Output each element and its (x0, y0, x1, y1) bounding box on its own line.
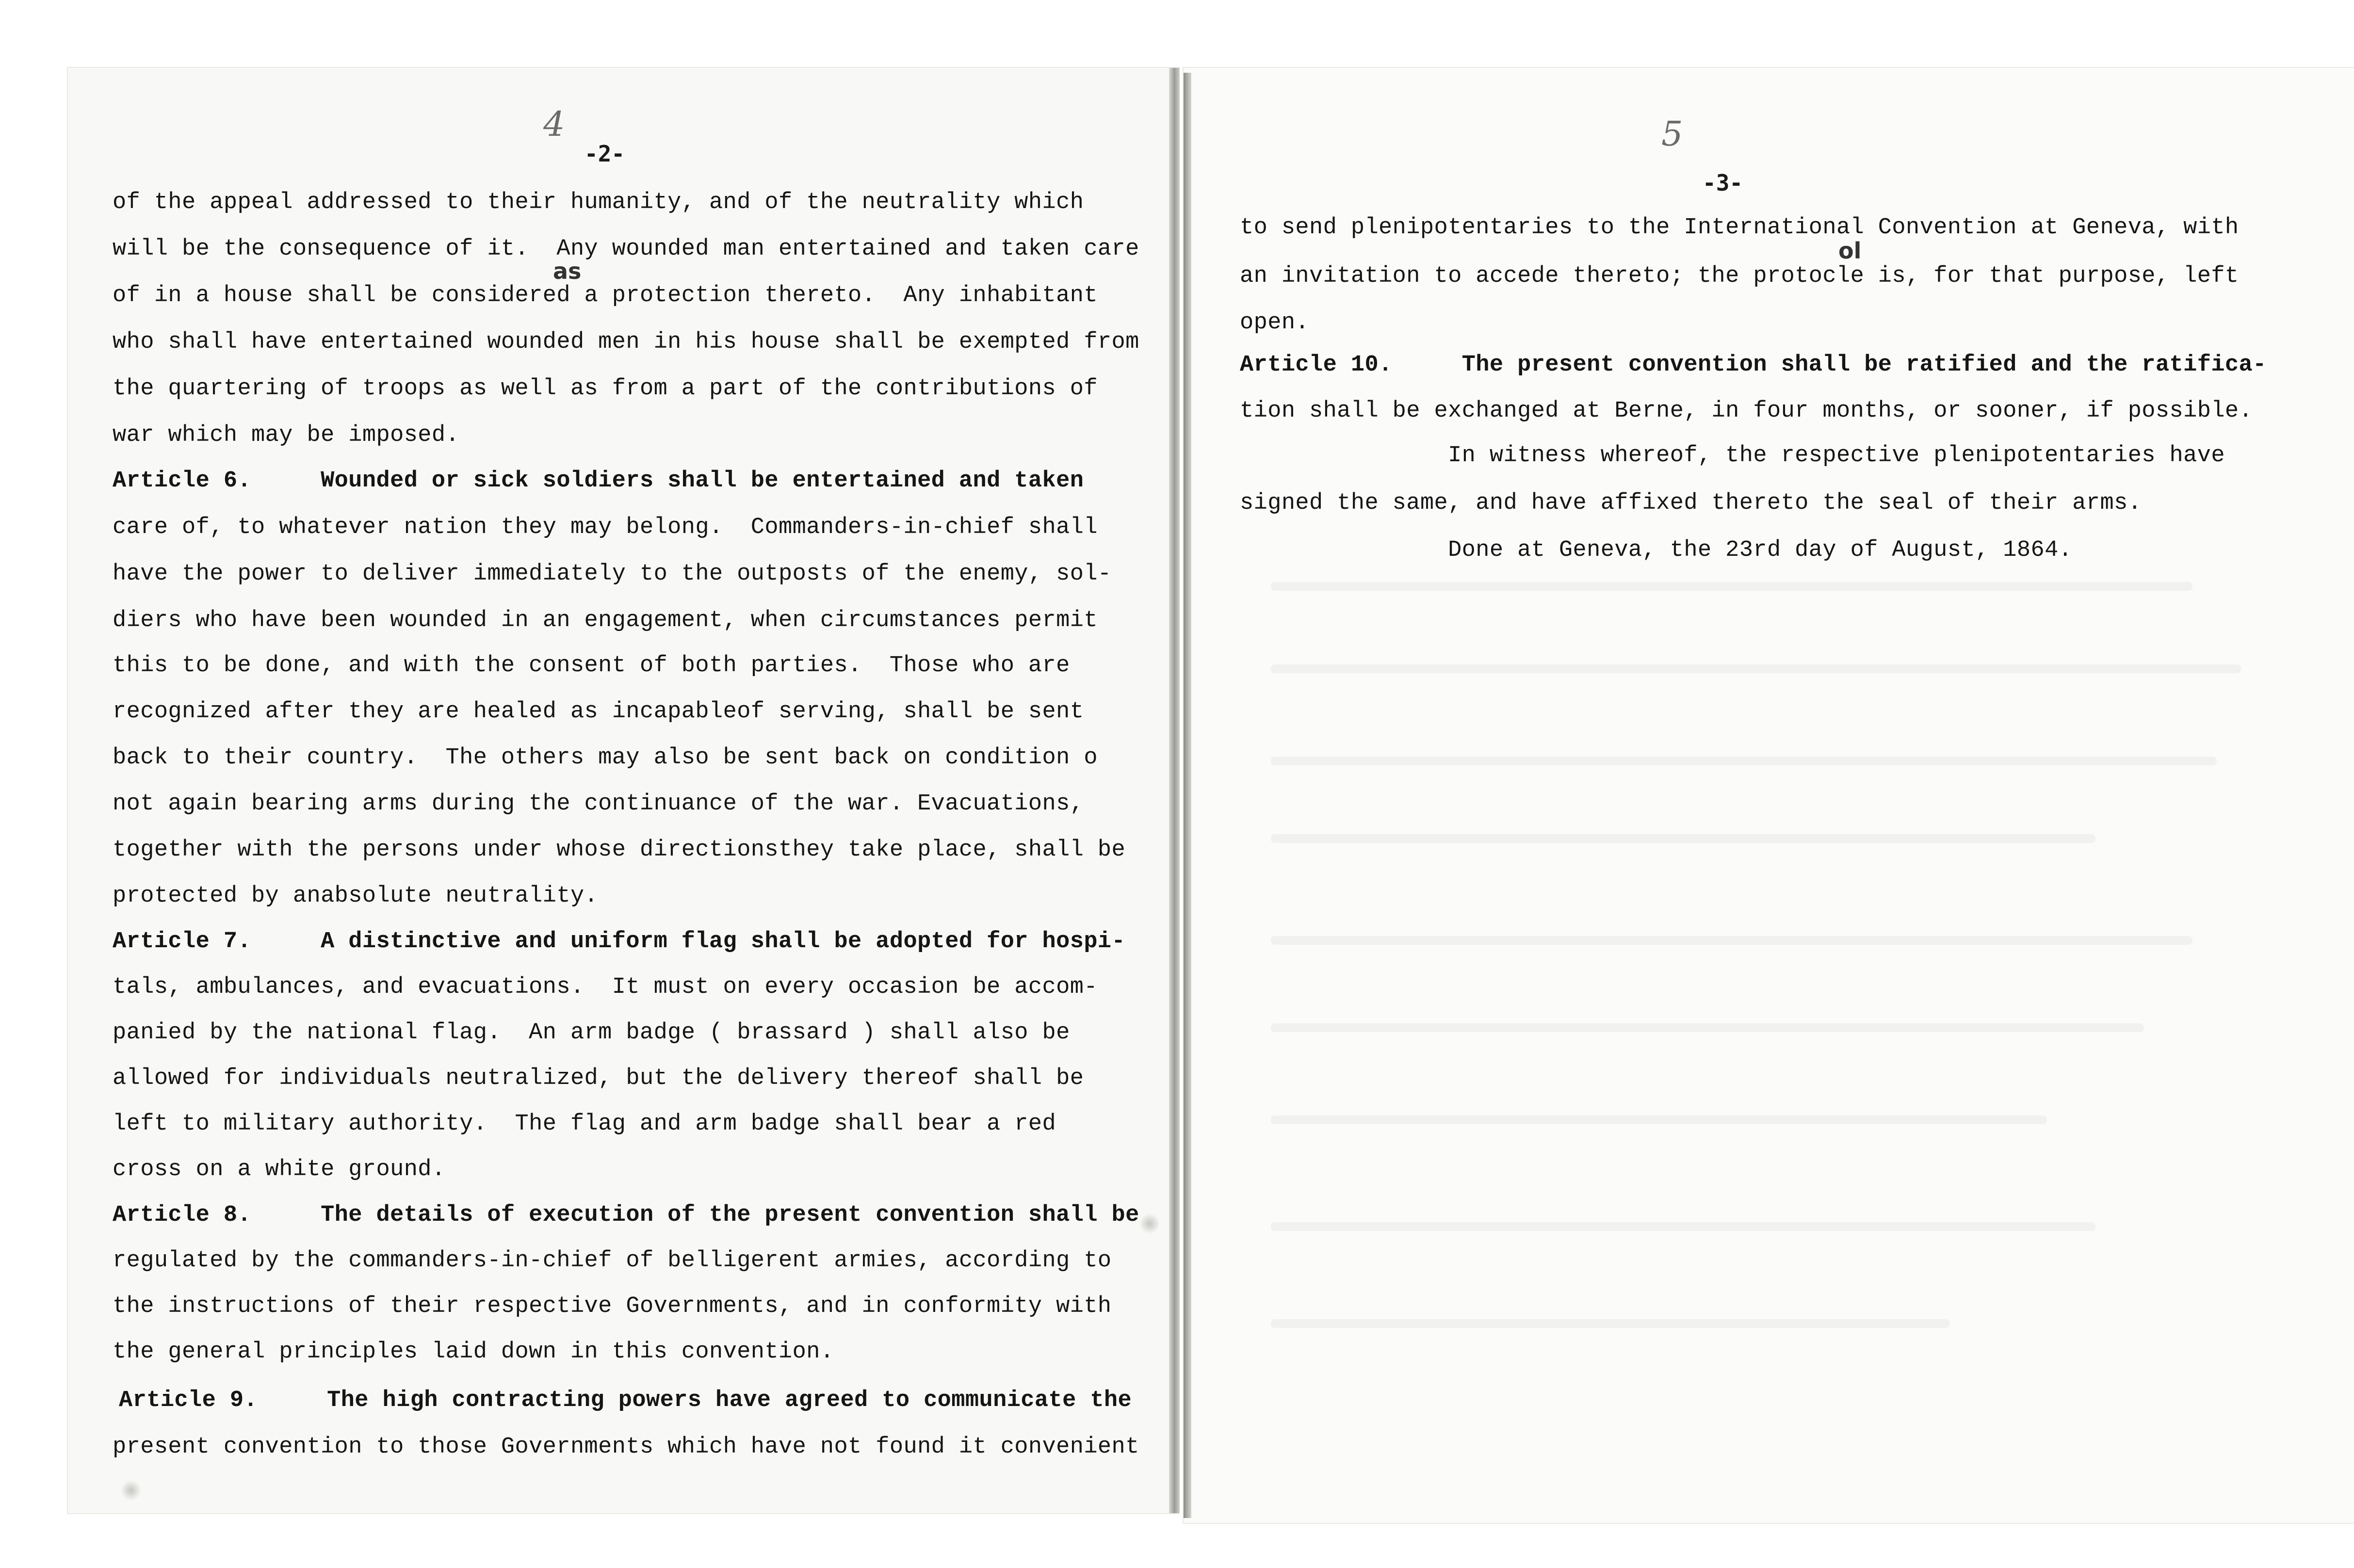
page-number: -2- (584, 141, 625, 167)
text-line: this to be done, and with the consent of both parties. Those who are (113, 653, 1070, 679)
bleed-through (1271, 664, 2241, 673)
left-page-edge (1169, 68, 1180, 1513)
bleed-through (1271, 757, 2217, 765)
text-line: protected by anabsolute neutrality. (113, 883, 599, 909)
text-line: not again bearing arms during the continuance of the war. Evacuations, (113, 791, 1084, 817)
bleed-through (1271, 1319, 1950, 1328)
text-line: together with the persons under whose directionsthey take place, shall be (113, 837, 1126, 863)
text-line: signed the same, and have affixed thereto the seal of their arms. (1240, 490, 2142, 516)
smudge (1140, 1212, 1159, 1235)
article-6-line: Article 6. Wounded or sick soldiers shall be entertained and taken (113, 468, 1084, 494)
insertion-mark: ol (1838, 238, 1862, 264)
bleed-through (1271, 582, 2192, 591)
text-line: have the power to deliver immediately to the outposts of the enemy, sol- (113, 561, 1112, 587)
text-line: In witness whereof, the respective plenipotentaries have (1240, 443, 2225, 469)
text-line: to send plenipotentaries to the International Convention at Geneva, with (1240, 215, 2239, 241)
text-line: open. (1240, 310, 1310, 336)
text-line: tion shall be exchanged at Berne, in four months, or sooner, if possible. (1240, 398, 2253, 424)
text-line: of the appeal addressed to their humanity, and of the neutrality which (113, 190, 1084, 215)
article-8-line: Article 8. The details of execution of the present convention shall be (113, 1202, 1139, 1228)
text-line: left to military authority. The flag and arm badge shall bear a red (113, 1111, 1056, 1137)
bleed-through (1271, 1023, 2144, 1032)
bleed-through (1271, 834, 2095, 843)
text-line: diers who have been wounded in an engagement, when circumstances permit (113, 608, 1098, 633)
text-line: recognized after they are healed as incapableof serving, shall be sent (113, 699, 1084, 725)
bleed-through (1271, 1115, 2047, 1124)
text-line: the general principles laid down in this convention. (113, 1339, 834, 1365)
handwritten-page-number: 4 (543, 104, 565, 144)
text-line: back to their country. The others may also be sent back on condition o (113, 745, 1098, 771)
text-line: panied by the national flag. An arm badge ( brassard ) shall also be (113, 1020, 1070, 1046)
text-line: will be the consequence of it. Any wounded man entertained and taken care (113, 236, 1139, 262)
article-10-line: Article 10. The present convention shall be ratified and the ratifica- (1240, 352, 2267, 378)
text-line: cross on a white ground. (113, 1157, 446, 1182)
text-line: tals, ambulances, and evacuations. It must on every occasion be accom- (113, 974, 1098, 1000)
text-line: Done at Geneva, the 23rd day of August, 1864. (1240, 537, 2073, 563)
insertion-mark: as (553, 258, 582, 284)
bleed-through (1271, 1222, 2095, 1231)
article-7-line: Article 7. A distinctive and uniform flag shall be adopted for hospi- (113, 929, 1126, 954)
bleed-through (1271, 936, 2192, 945)
text-line: who shall have entertained wounded men in his house shall be exempted from (113, 329, 1139, 355)
text-line: the instructions of their respective Governments, and in conformity with (113, 1293, 1112, 1319)
text-line: care of, to whatever nation they may belong. Commanders-in-chief shall (113, 515, 1098, 540)
right-page-edge (1184, 73, 1191, 1518)
text-line: an invitation to accede thereto; the protocle is, for that purpose, left (1240, 263, 2239, 289)
text-line: of in a house shall be considered a protection thereto. Any inhabitant (113, 283, 1098, 308)
text-line: present convention to those Governments which have not found it convenient (113, 1434, 1139, 1460)
smudge (121, 1479, 141, 1502)
handwritten-page-number: 5 (1661, 114, 1683, 154)
text-line: war which may be imposed. (113, 422, 460, 448)
article-9-line: Article 9. The high contracting powers have agreed to communicate the (119, 1388, 1132, 1413)
text-line: regulated by the commanders-in-chief of belligerent armies, according to (113, 1248, 1112, 1274)
page-number: -3- (1703, 170, 1743, 196)
text-line: the quartering of troops as well as from a part of the contributions of (113, 376, 1098, 402)
text-line: allowed for individuals neutralized, but the delivery thereof shall be (113, 1066, 1084, 1091)
